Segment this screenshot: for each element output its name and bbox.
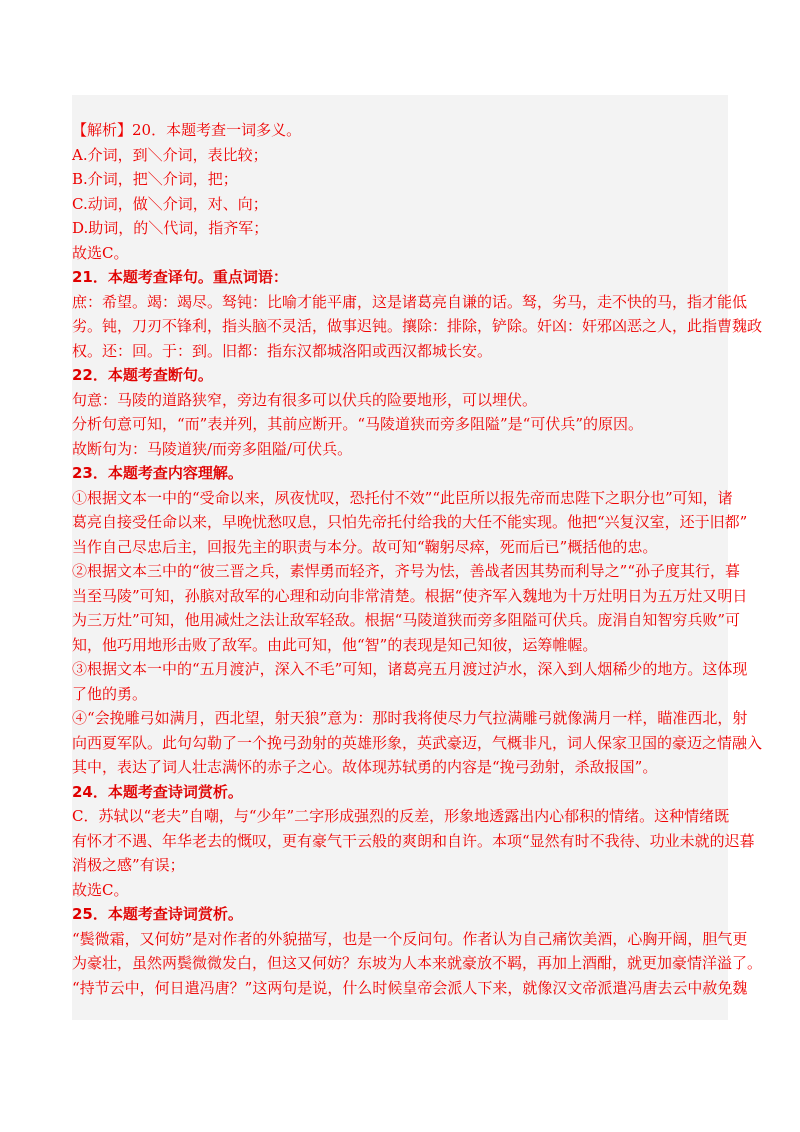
- line-22: 知，他巧用地形击败了敌军。由此可知，他“智”的表现是知己知彼，运筹帷幄。: [72, 635, 598, 654]
- line-12: 句意：马陵的道路狭窄，旁边有很多可以伏兵的险要地形，可以埋伏。: [72, 390, 538, 409]
- line-2: A.介词，到＼介词，表比较；: [72, 145, 268, 164]
- line-17: 葛亮自接受任命以来，早晚忧愁叹息，只怕先帝托付给我的大任不能实现。他把“兴复汉室，还于旧都”: [72, 513, 748, 531]
- heading-23: 23．本题考查内容理解。: [72, 464, 243, 482]
- line-34: “鬓微霜，又何妨”是对作者的外貌描写，也是一个反问句。作者认为自己痛饮美酒，心胸开阔，胆气更: [72, 929, 748, 948]
- line-31: 消极之感”有误；: [72, 856, 185, 874]
- line-1: 【解析】20．本题考查一词多义。: [72, 121, 302, 139]
- line-6: 故选C。: [72, 243, 129, 262]
- heading-24: 24．本题考查诗词赏析。: [72, 782, 243, 801]
- line-18: 当作自己尽忠后主，回报先主的职责与本分。故可知“鞠躬尽瘁，死而后已”概括他的忠。: [72, 537, 658, 556]
- line-3: B.介词，把＼介词，把；: [72, 170, 238, 188]
- analysis-text: [72, 118, 763, 1000]
- line-32: 故选C。: [72, 880, 129, 899]
- line-21: 为三万灶”可知，他用减灶之法让敌军轻敌。根据“马陵道狭而旁多阻隘可伏兵。庞涓自知智穷兵败”可: [72, 611, 741, 629]
- line-16: ①根据文本一中的“受命以来，夙夜忧叹，恐托付不效”“此臣所以报先帝而忠陛下之职分也”可知，诸: [72, 488, 733, 507]
- line-36: “持节云中，何日遣冯唐？”这两句是说，什么时候皇帝会派人下来，就像汉文帝派遣冯唐去云中赦免魏: [72, 978, 748, 997]
- heading-21: 21．本题考查译句。重点词语：: [72, 268, 288, 286]
- line-4: C.动词，做＼介词，对、向；: [72, 194, 268, 213]
- heading-22: 22．本题考查断句。: [72, 366, 213, 384]
- heading-25: 25．本题考查诗词赏析。: [72, 905, 243, 923]
- line-26: 向西夏军队。此句勾勒了一个挽弓劲射的英雄形象，英武豪迈，气概非凡，词人保家卫国的豪迈之情融入: [72, 733, 763, 752]
- line-19: ②根据文本三中的“彼三晋之兵，素悍勇而轻齐，齐号为怯，善战者因其势而利导之”“孙子度其行，暮: [72, 562, 741, 580]
- line-14: 故断句为：马陵道狭/而旁多阻隘/可伏兵。: [72, 439, 353, 458]
- line-8: 庶：希望。竭：竭尽。驽钝：比喻才能平庸，这是诸葛亮自谦的话。驽，劣马，走不快的马，指才能低: [72, 292, 748, 311]
- line-24: 了他的勇。: [72, 684, 148, 703]
- line-20: 当至马陵”可知，孙膑对敌军的心理和动向非常清楚。根据“使齐军入魏地为十万灶明日为五万灶又明日: [72, 586, 748, 605]
- line-13: 分析句意可知，“而”表并列，其前应断开。“马陵道狭而旁多阻隘”是“可伏兵”的原因。: [72, 415, 644, 433]
- line-25: ④“会挽雕弓如满月，西北望，射天狼”意为：那时我将使尽力气拉满雕弓就像满月一样，瞄准西北，射: [72, 709, 748, 727]
- line-9: 劣。钝，刀刃不锋利，指头脑不灵活，做事迟钝。攘除：排除，铲除。奸凶：奸邪凶恶之人，此指曹魏政: [72, 317, 763, 335]
- line-23: ③根据文本一中的“五月渡泸，深入不毛”可知，诸葛亮五月渡过泸水，深入到人烟稀少的地方。这体现: [72, 660, 748, 678]
- line-5: D.助词，的＼代词，指齐军；: [72, 219, 269, 237]
- line-35: 为豪壮，虽然两鬓微微发白，但这又何妨？东坡为人本来就豪放不羁，再加上酒酣，就更加豪情洋溢了。: [72, 954, 763, 972]
- line-10: 权。还：回。于：到。旧都：指东汉都城洛阳或西汉都城长安。: [72, 341, 493, 360]
- line-30: 有怀才不遇、年华老去的慨叹，更有豪气干云般的爽朗和自许。本项“显然有时不我待、功业未就的迟暮: [72, 831, 755, 850]
- line-27: 其中，表达了词人壮志满怀的赤子之心。故体现苏轼勇的内容是“挽弓劲射，杀敌报国”。: [72, 758, 658, 776]
- line-29: C．苏轼以“老夫”自嘲，与“少年”二字形成强烈的反差，形象地透露出内心郁积的情绪。这种情绪既: [72, 807, 730, 825]
